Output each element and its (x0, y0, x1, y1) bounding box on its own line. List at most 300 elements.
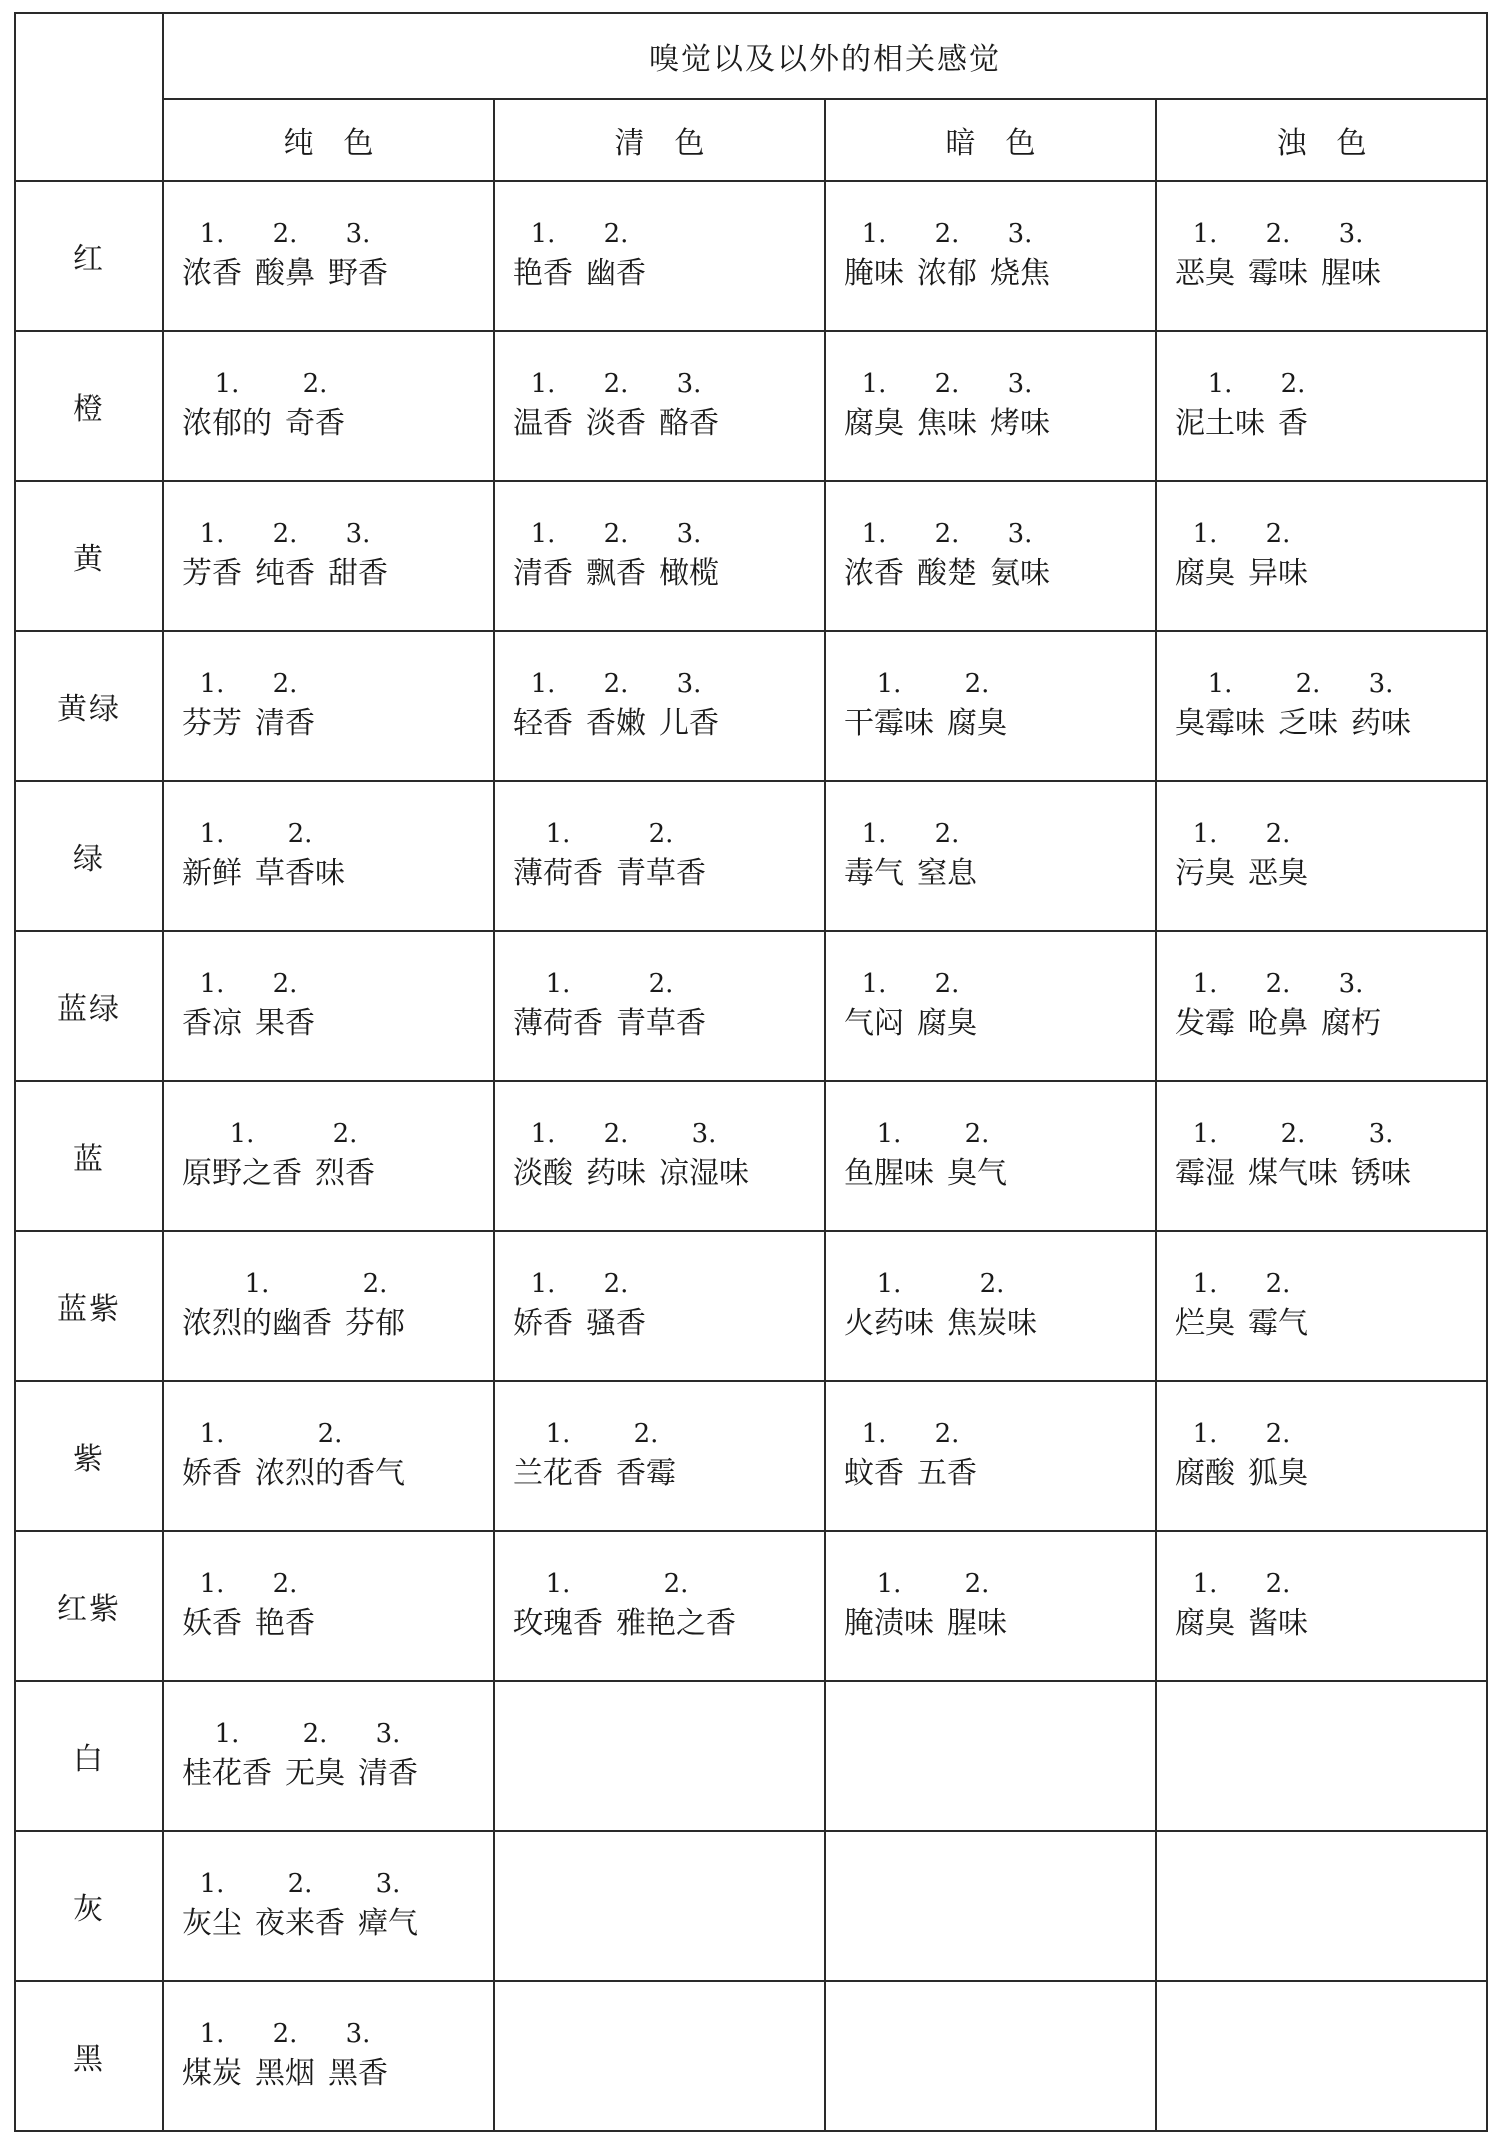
item-words (844, 553, 1155, 595)
item-numbers (182, 1117, 493, 1151)
item-number: 3. (1368, 669, 1394, 699)
item-number: 1. (545, 819, 571, 849)
table-cell (163, 1681, 494, 1831)
table-row (15, 1531, 1487, 1681)
table-cell (825, 1231, 1156, 1381)
table-cell (1156, 631, 1487, 781)
item-number: 1. (1192, 219, 1218, 249)
item-number: 2. (317, 1419, 343, 1449)
table-cell (494, 181, 825, 331)
item-numbers (844, 817, 1155, 851)
table-cell (163, 481, 494, 631)
item-number: 2. (302, 1719, 328, 1749)
smell-term: 夜来香 (255, 1906, 345, 1941)
item-number: 1. (861, 369, 887, 399)
item-words (182, 403, 493, 445)
item-words (1175, 403, 1486, 445)
item-number: 3. (1007, 519, 1033, 549)
table-cell (494, 1681, 825, 1831)
smell-term: 新鲜 (182, 856, 242, 891)
item-numbers (1175, 667, 1486, 701)
column-header: 纯 色 (163, 99, 494, 181)
item-number: 1. (1207, 669, 1233, 699)
smell-term: 清香 (513, 556, 573, 591)
item-numbers (844, 967, 1155, 1001)
smell-term: 药味 (1351, 706, 1411, 741)
item-words (182, 253, 493, 295)
item-number: 1. (876, 1269, 902, 1299)
item-words (844, 403, 1155, 445)
item-numbers (182, 1567, 493, 1601)
smell-term: 轻香 (513, 706, 573, 741)
item-number: 3. (1338, 969, 1364, 999)
item-words (1175, 553, 1486, 595)
item-number: 2. (1280, 369, 1306, 399)
smell-term: 腌渍味 (844, 1606, 934, 1641)
item-number: 1. (530, 519, 556, 549)
item-number: 1. (199, 819, 225, 849)
table-cell (1156, 1381, 1487, 1531)
item-number: 2. (1265, 1269, 1291, 1299)
item-number: 3. (1007, 219, 1033, 249)
smell-term: 芳香 (182, 556, 242, 591)
item-numbers (513, 367, 824, 401)
smell-term: 艳香 (513, 256, 573, 291)
item-numbers (844, 217, 1155, 251)
table-cell (1156, 481, 1487, 631)
item-number: 3. (676, 519, 702, 549)
item-number: 2. (603, 519, 629, 549)
smell-term: 焦炭味 (947, 1306, 1037, 1341)
item-numbers (513, 967, 824, 1001)
item-numbers (182, 1417, 493, 1451)
smell-term: 儿香 (659, 706, 719, 741)
item-words (844, 703, 1155, 745)
item-words (1175, 1603, 1486, 1645)
smell-term: 青草香 (616, 856, 706, 891)
item-words (182, 1903, 493, 1945)
group-title: 嗅觉以及以外的相关感觉 (163, 13, 1487, 99)
item-number: 2. (287, 819, 313, 849)
item-numbers (182, 517, 493, 551)
smell-term: 干霉味 (844, 706, 934, 741)
smell-term: 恶臭 (1248, 856, 1308, 891)
table-cell (825, 331, 1156, 481)
row-label: 蓝紫 (15, 1231, 163, 1381)
table-cell (163, 1981, 494, 2131)
item-numbers (1175, 967, 1486, 1001)
smell-term: 草香味 (255, 856, 345, 891)
item-number: 1. (199, 519, 225, 549)
table-row (15, 1231, 1487, 1381)
smell-term: 浓郁 (917, 256, 977, 291)
item-number: 1. (214, 369, 240, 399)
smell-term: 腐朽 (1321, 1006, 1381, 1041)
item-numbers (844, 1417, 1155, 1451)
item-words (513, 1153, 824, 1195)
item-number: 1. (199, 669, 225, 699)
item-numbers (182, 1267, 493, 1301)
table-row (15, 181, 1487, 331)
smell-term: 霉湿 (1175, 1156, 1235, 1191)
item-number: 1. (876, 669, 902, 699)
table-cell (1156, 181, 1487, 331)
table-row (15, 931, 1487, 1081)
item-words (1175, 1303, 1486, 1345)
smell-term: 煤炭 (182, 2056, 242, 2091)
table-cell (825, 181, 1156, 331)
item-words (182, 1603, 493, 1645)
item-words (844, 853, 1155, 895)
row-label: 白 (15, 1681, 163, 1831)
item-number: 3. (676, 369, 702, 399)
row-label: 红 (15, 181, 163, 331)
item-numbers (1175, 817, 1486, 851)
item-number: 2. (272, 219, 298, 249)
item-numbers (182, 367, 493, 401)
table-cell (494, 781, 825, 931)
item-numbers (1175, 217, 1486, 251)
smell-term: 香嫩 (586, 706, 646, 741)
smell-term: 腐臭 (1175, 556, 1235, 591)
table-row (15, 1681, 1487, 1831)
item-number: 1. (861, 219, 887, 249)
item-number: 1. (861, 519, 887, 549)
smell-term: 香凉 (182, 1006, 242, 1041)
smell-term: 腥味 (1321, 256, 1381, 291)
item-numbers (1175, 1267, 1486, 1301)
smell-term: 桂花香 (182, 1756, 272, 1791)
smell-term: 淡香 (586, 406, 646, 441)
row-label: 黑 (15, 1981, 163, 2131)
smell-term: 妖香 (182, 1606, 242, 1641)
item-number: 2. (272, 969, 298, 999)
item-number: 2. (272, 519, 298, 549)
item-number: 2. (272, 2019, 298, 2049)
item-numbers (513, 517, 824, 551)
item-number: 2. (934, 519, 960, 549)
smell-term: 腐酸 (1175, 1456, 1235, 1491)
item-words (1175, 1453, 1486, 1495)
smell-term: 毒气 (844, 856, 904, 891)
smell-term: 酸楚 (917, 556, 977, 591)
item-number: 1. (229, 1119, 255, 1149)
smell-term: 烤味 (990, 406, 1050, 441)
smell-term: 气闷 (844, 1006, 904, 1041)
item-words (513, 703, 824, 745)
smell-term: 乏味 (1278, 706, 1338, 741)
item-words (844, 253, 1155, 295)
smell-term: 呛鼻 (1248, 1006, 1308, 1041)
corner-cell (15, 13, 163, 181)
smell-term: 芬郁 (345, 1306, 405, 1341)
smell-term: 无臭 (285, 1756, 345, 1791)
item-number: 2. (934, 819, 960, 849)
item-number: 1. (861, 969, 887, 999)
item-number: 2. (648, 819, 674, 849)
item-number: 1. (1192, 969, 1218, 999)
item-number: 2. (603, 219, 629, 249)
table-cell (494, 931, 825, 1081)
item-numbers (844, 517, 1155, 551)
column-header: 浊 色 (1156, 99, 1487, 181)
item-number: 1. (876, 1569, 902, 1599)
item-words (513, 1453, 824, 1495)
item-number: 1. (545, 1569, 571, 1599)
smell-term: 氨味 (990, 556, 1050, 591)
item-number: 3. (1338, 219, 1364, 249)
item-words (844, 1153, 1155, 1195)
row-label: 绿 (15, 781, 163, 931)
table-cell (825, 1531, 1156, 1681)
item-numbers (844, 1117, 1155, 1151)
item-number: 2. (603, 669, 629, 699)
smell-term: 薄荷香 (513, 856, 603, 891)
item-words (513, 1003, 824, 1045)
smell-term: 浓香 (844, 556, 904, 591)
smell-term: 腐臭 (844, 406, 904, 441)
table-row (15, 481, 1487, 631)
smell-term: 瘴气 (358, 1906, 418, 1941)
item-numbers (844, 367, 1155, 401)
item-number: 1. (1192, 1269, 1218, 1299)
item-words (1175, 1003, 1486, 1045)
table-cell (163, 781, 494, 931)
table-cell (163, 1831, 494, 1981)
item-number: 1. (530, 1269, 556, 1299)
smell-term: 果香 (255, 1006, 315, 1041)
smell-term: 黑香 (328, 2056, 388, 2091)
smell-term: 黑烟 (255, 2056, 315, 2091)
item-words (844, 1453, 1155, 1495)
item-numbers (513, 1567, 824, 1601)
item-number: 1. (1192, 1569, 1218, 1599)
column-header: 清 色 (494, 99, 825, 181)
item-words (513, 1303, 824, 1345)
item-number: 3. (1007, 369, 1033, 399)
row-label: 蓝 (15, 1081, 163, 1231)
item-number: 2. (272, 669, 298, 699)
item-numbers (513, 217, 824, 251)
smell-term: 霉气 (1248, 1306, 1308, 1341)
smell-term: 浓香 (182, 256, 242, 291)
table-cell (1156, 1531, 1487, 1681)
item-number: 3. (345, 519, 371, 549)
item-number: 2. (934, 219, 960, 249)
item-words (182, 1003, 493, 1045)
item-words (182, 703, 493, 745)
item-number: 1. (545, 969, 571, 999)
table-cell (163, 181, 494, 331)
table-row (15, 1081, 1487, 1231)
item-number: 1. (1192, 1419, 1218, 1449)
item-numbers (844, 1567, 1155, 1601)
smell-term: 娇香 (513, 1306, 573, 1341)
smell-term: 发霉 (1175, 1006, 1235, 1041)
smell-term: 兰花香 (513, 1456, 603, 1491)
table-row (15, 631, 1487, 781)
item-number: 2. (1265, 1419, 1291, 1449)
smell-term: 浓烈的幽香 (182, 1306, 332, 1341)
item-words (182, 2053, 493, 2095)
item-number: 2. (979, 1269, 1005, 1299)
item-number: 2. (964, 1119, 990, 1149)
table-cell (1156, 931, 1487, 1081)
item-number: 3. (375, 1719, 401, 1749)
smell-term: 锈味 (1351, 1156, 1411, 1191)
smell-term: 恶臭 (1175, 256, 1235, 291)
table-cell (494, 1081, 825, 1231)
row-label: 橙 (15, 331, 163, 481)
smell-term: 火药味 (844, 1306, 934, 1341)
smell-term: 浓烈的香气 (255, 1456, 405, 1491)
item-number: 1. (530, 369, 556, 399)
item-number: 1. (199, 2019, 225, 2049)
item-numbers (1175, 517, 1486, 551)
item-numbers (1175, 1567, 1486, 1601)
item-number: 2. (648, 969, 674, 999)
item-number: 2. (1265, 1569, 1291, 1599)
smell-term: 青草香 (616, 1006, 706, 1041)
table-row (15, 1981, 1487, 2131)
smell-term: 幽香 (586, 256, 646, 291)
smell-term: 香 (1278, 406, 1308, 441)
item-number: 2. (633, 1419, 659, 1449)
smell-term: 清香 (255, 706, 315, 741)
item-number: 2. (272, 1569, 298, 1599)
smell-term: 甜香 (328, 556, 388, 591)
table-cell (494, 1981, 825, 2131)
smell-term: 酱味 (1248, 1606, 1308, 1641)
smell-term: 腥味 (947, 1606, 1007, 1641)
item-number: 1. (1192, 1119, 1218, 1149)
table-cell (163, 1381, 494, 1531)
smell-term: 蚊香 (844, 1456, 904, 1491)
table-cell (825, 931, 1156, 1081)
item-words (182, 1453, 493, 1495)
item-number: 3. (345, 219, 371, 249)
table-cell (825, 1081, 1156, 1231)
smell-term: 腐臭 (1175, 1606, 1235, 1641)
smell-term: 香霉 (616, 1456, 676, 1491)
table-cell (494, 1831, 825, 1981)
table-cell (825, 781, 1156, 931)
table-row (15, 1831, 1487, 1981)
item-number: 3. (676, 669, 702, 699)
item-number: 1. (530, 1119, 556, 1149)
item-numbers (182, 2017, 493, 2051)
item-numbers (844, 667, 1155, 701)
smell-term: 骚香 (586, 1306, 646, 1341)
smell-term: 奇香 (285, 406, 345, 441)
table-cell (163, 331, 494, 481)
smell-term: 泥土味 (1175, 406, 1265, 441)
item-numbers (1175, 1417, 1486, 1451)
item-number: 2. (603, 1269, 629, 1299)
smell-term: 纯香 (255, 556, 315, 591)
item-numbers (1175, 367, 1486, 401)
item-words (513, 553, 824, 595)
item-words (182, 553, 493, 595)
item-number: 2. (362, 1269, 388, 1299)
smell-term: 橄榄 (659, 556, 719, 591)
smell-term: 烈香 (315, 1156, 375, 1191)
smell-term: 烂臭 (1175, 1306, 1235, 1341)
row-label: 蓝绿 (15, 931, 163, 1081)
item-words (513, 403, 824, 445)
item-number: 2. (934, 969, 960, 999)
table-cell (163, 1081, 494, 1231)
item-numbers (513, 1267, 824, 1301)
item-number: 3. (375, 1869, 401, 1899)
table-cell (494, 481, 825, 631)
item-number: 1. (214, 1719, 240, 1749)
table-cell (825, 631, 1156, 781)
table-cell (1156, 1681, 1487, 1831)
table-cell (494, 631, 825, 781)
item-numbers (182, 817, 493, 851)
item-words (1175, 253, 1486, 295)
smell-term: 异味 (1248, 556, 1308, 591)
smell-term: 飘香 (586, 556, 646, 591)
item-number: 2. (1280, 1119, 1306, 1149)
table-cell (494, 331, 825, 481)
table-row (15, 781, 1487, 931)
item-number: 2. (934, 369, 960, 399)
item-words (844, 1003, 1155, 1045)
smell-term: 原野之香 (182, 1156, 302, 1191)
item-numbers (513, 1117, 824, 1151)
smell-term: 霉味 (1248, 256, 1308, 291)
table-cell (1156, 1081, 1487, 1231)
smell-term: 臭气 (947, 1156, 1007, 1191)
item-words (1175, 1153, 1486, 1195)
smell-term: 烧焦 (990, 256, 1050, 291)
table-cell (494, 1381, 825, 1531)
table-cell (163, 931, 494, 1081)
item-numbers (182, 667, 493, 701)
item-number: 2. (934, 1419, 960, 1449)
item-number: 3. (345, 2019, 371, 2049)
item-number: 1. (876, 1119, 902, 1149)
item-words (1175, 703, 1486, 745)
item-numbers (513, 1417, 824, 1451)
smell-term: 雅艳之香 (616, 1606, 736, 1641)
item-numbers (182, 967, 493, 1001)
smell-term: 腌味 (844, 256, 904, 291)
item-numbers (844, 1267, 1155, 1301)
item-number: 1. (199, 219, 225, 249)
smell-term: 酪香 (659, 406, 719, 441)
smell-term: 狐臭 (1248, 1456, 1308, 1491)
item-words (182, 1153, 493, 1195)
smell-term: 灰尘 (182, 1906, 242, 1941)
table-cell (163, 631, 494, 781)
item-numbers (182, 1867, 493, 1901)
smell-term: 野香 (328, 256, 388, 291)
smell-term: 浓郁的 (182, 406, 272, 441)
item-number: 2. (663, 1569, 689, 1599)
table-cell (1156, 1831, 1487, 1981)
smell-term: 腐臭 (917, 1006, 977, 1041)
smell-term: 清香 (358, 1756, 418, 1791)
item-number: 2. (332, 1119, 358, 1149)
item-words (513, 1603, 824, 1645)
row-label: 紫 (15, 1381, 163, 1531)
table-row (15, 1381, 1487, 1531)
item-numbers (182, 1717, 493, 1751)
smell-term: 焦味 (917, 406, 977, 441)
